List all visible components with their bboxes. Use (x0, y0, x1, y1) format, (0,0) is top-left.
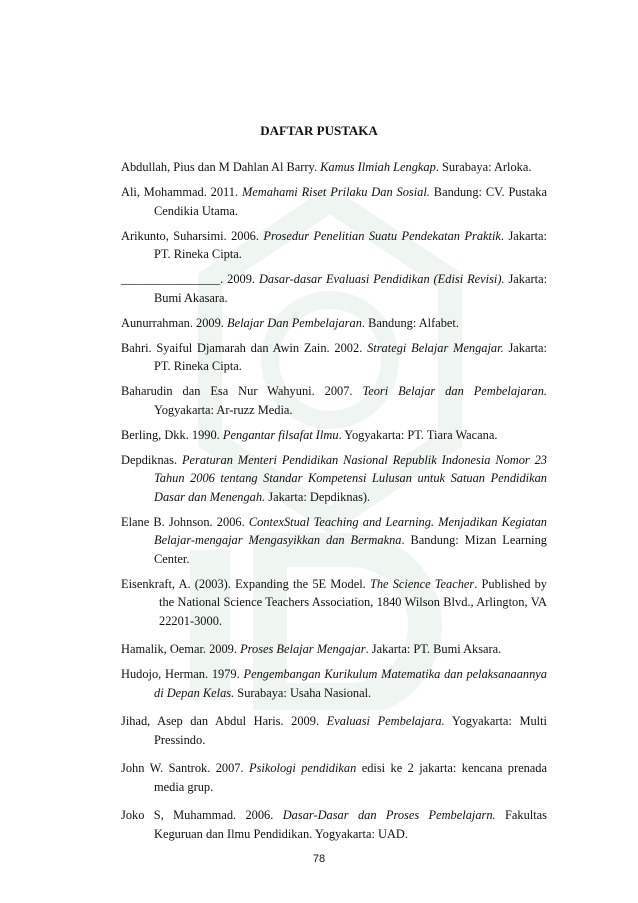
reference-list (121, 158, 547, 850)
ref-title: Memahami Riset Prilaku Dan Sosial. (241, 185, 430, 199)
ref-title: Kamus Ilmiah Lengkap (320, 160, 436, 174)
ref-authors: Hamalik, Oemar. 2009. (121, 642, 241, 656)
reference-entry (121, 665, 547, 702)
ref-publisher: . Jakarta: PT. Bumi Aksara. (365, 642, 502, 656)
ref-title: Peraturan Menteri Pendidikan Nasional Republik Indonesia Nomor 23 Tahun 2006 tentang Standar Kompetensi Lulusan untuk Satuan Pendidikan Dasar dan Menengah. (154, 452, 547, 504)
ref-title: Evaluasi Pembelajara. (326, 714, 445, 728)
ref-title: ContexStual Teaching and Learning. Menjadikan Kegiatan Belajar-mengajar Mengasyikkan dan Bermakna (154, 514, 547, 547)
ref-authors: Elane B. Johnson. 2006. (121, 514, 249, 529)
ref-authors: Joko S, Muhammad. 2006. (121, 808, 283, 822)
ref-title: Pengantar filsafat Ilmu (222, 427, 339, 442)
reference-entry (121, 227, 547, 264)
ref-authors: Berling, Dkk. 1990. (121, 427, 223, 442)
ref-publisher: Jakarta: PT. Rineka Cipta. (154, 340, 547, 373)
ref-authors: Hudojo, Herman. 1979. (121, 667, 244, 681)
ref-authors: Ali, Mohammad. 2011. (121, 185, 242, 199)
ref-publisher: . Yogyakarta: PT. Tiara Wacana. (338, 427, 498, 442)
ref-publisher: . Jakarta: PT. Rineka Cipta. (154, 228, 547, 261)
reference-entry (121, 382, 547, 419)
ref-authors: ________________. 2009. (121, 272, 259, 286)
ref-authors: Abdullah, Pius dan M Dahlan Al Barry. (121, 160, 321, 174)
ref-title: Psikologi pendidikan (249, 761, 357, 775)
reference-entry (121, 806, 547, 843)
reference-entry (121, 314, 547, 333)
page-title: DAFTAR PUSTAKA (260, 123, 378, 138)
ref-publisher: Jakarta: Depdiknas). (265, 489, 371, 504)
ref-publisher: Yogyakarta: Multi Pressindo. (154, 714, 547, 747)
ref-publisher: Surabaya: Usaha Nasional. (234, 685, 372, 700)
ref-title: Strategi Belajar Mengajar. (367, 340, 504, 355)
ref-authors: Bahri. Syaiful Djamarah dan Awin Zain. 2002. (121, 340, 368, 355)
ref-title: The Science Teacher (369, 576, 475, 591)
ref-authors: Depdiknas. (121, 452, 182, 467)
ref-title: Dasar-dasar Evaluasi Pendidikan (Edisi Revisi). (258, 272, 505, 286)
ref-publisher: Bandung: CV. Pustaka Cendikia Utama. (154, 185, 548, 218)
ref-authors: Aunurrahman. 2009. (121, 315, 227, 330)
ref-title: Prosedur Penelitian Suatu Pendekatan Praktik (263, 228, 501, 243)
reference-entry (121, 451, 547, 507)
ref-title: Proses Belajar Mengajar (240, 642, 366, 656)
ref-publisher: . Bandung: Alfabet. (361, 315, 459, 330)
ref-authors: Eisenkraft, A. (2003). Expanding the 5E Model. (121, 576, 370, 591)
ref-authors: John W. Santrok. 2007. (121, 761, 250, 775)
ref-publisher: Yogyakarta: Ar-ruzz Media. (154, 402, 293, 417)
reference-entry (121, 513, 547, 569)
reference-entry (121, 426, 547, 445)
ref-publisher: . Surabaya: Arloka. (435, 160, 532, 174)
ref-title: Dasar-Dasar dan Proses Pembelajarn. (282, 808, 496, 822)
reference-entry (121, 575, 547, 631)
ref-publisher: Fakultas Keguruan dan Ilmu Pendidikan. Yogyakarta: UAD. (154, 808, 547, 841)
page-number: 78 (312, 853, 326, 865)
reference-entry (121, 158, 547, 177)
reference-entry (121, 759, 547, 796)
reference-entry (121, 270, 547, 307)
ref-authors: Arikunto, Suharsimi. 2006. (121, 228, 264, 243)
ref-title: Pengembangan Kurikulum Matematika dan pelaksanaannya di Depan Kelas. (154, 667, 547, 700)
ref-publisher: edisi ke 2 jakarta: kencana prenada media grup. (154, 761, 547, 794)
ref-title: Teori Belajar dan Pembelajaran. (362, 384, 547, 398)
reference-entry (121, 183, 547, 220)
reference-entry (121, 640, 547, 659)
ref-publisher: Jakarta: Bumi Akasara. (154, 272, 548, 305)
ref-title: Belajar Dan Pembelajaran (227, 315, 362, 330)
ref-publisher: . Published by the National Science Teachers Association, 1840 Wilson Blvd., Arlington, VA 22201-3000. (159, 576, 548, 628)
ref-authors: Jihad, Asep dan Abdul Haris. 2009. (121, 714, 327, 728)
ref-publisher: . Bandung: Mizan Learning Center. (154, 533, 548, 566)
reference-entry (121, 339, 547, 376)
ref-authors: Baharudin dan Esa Nur Wahyuni. 2007. (121, 384, 363, 398)
reference-entry (121, 712, 547, 749)
